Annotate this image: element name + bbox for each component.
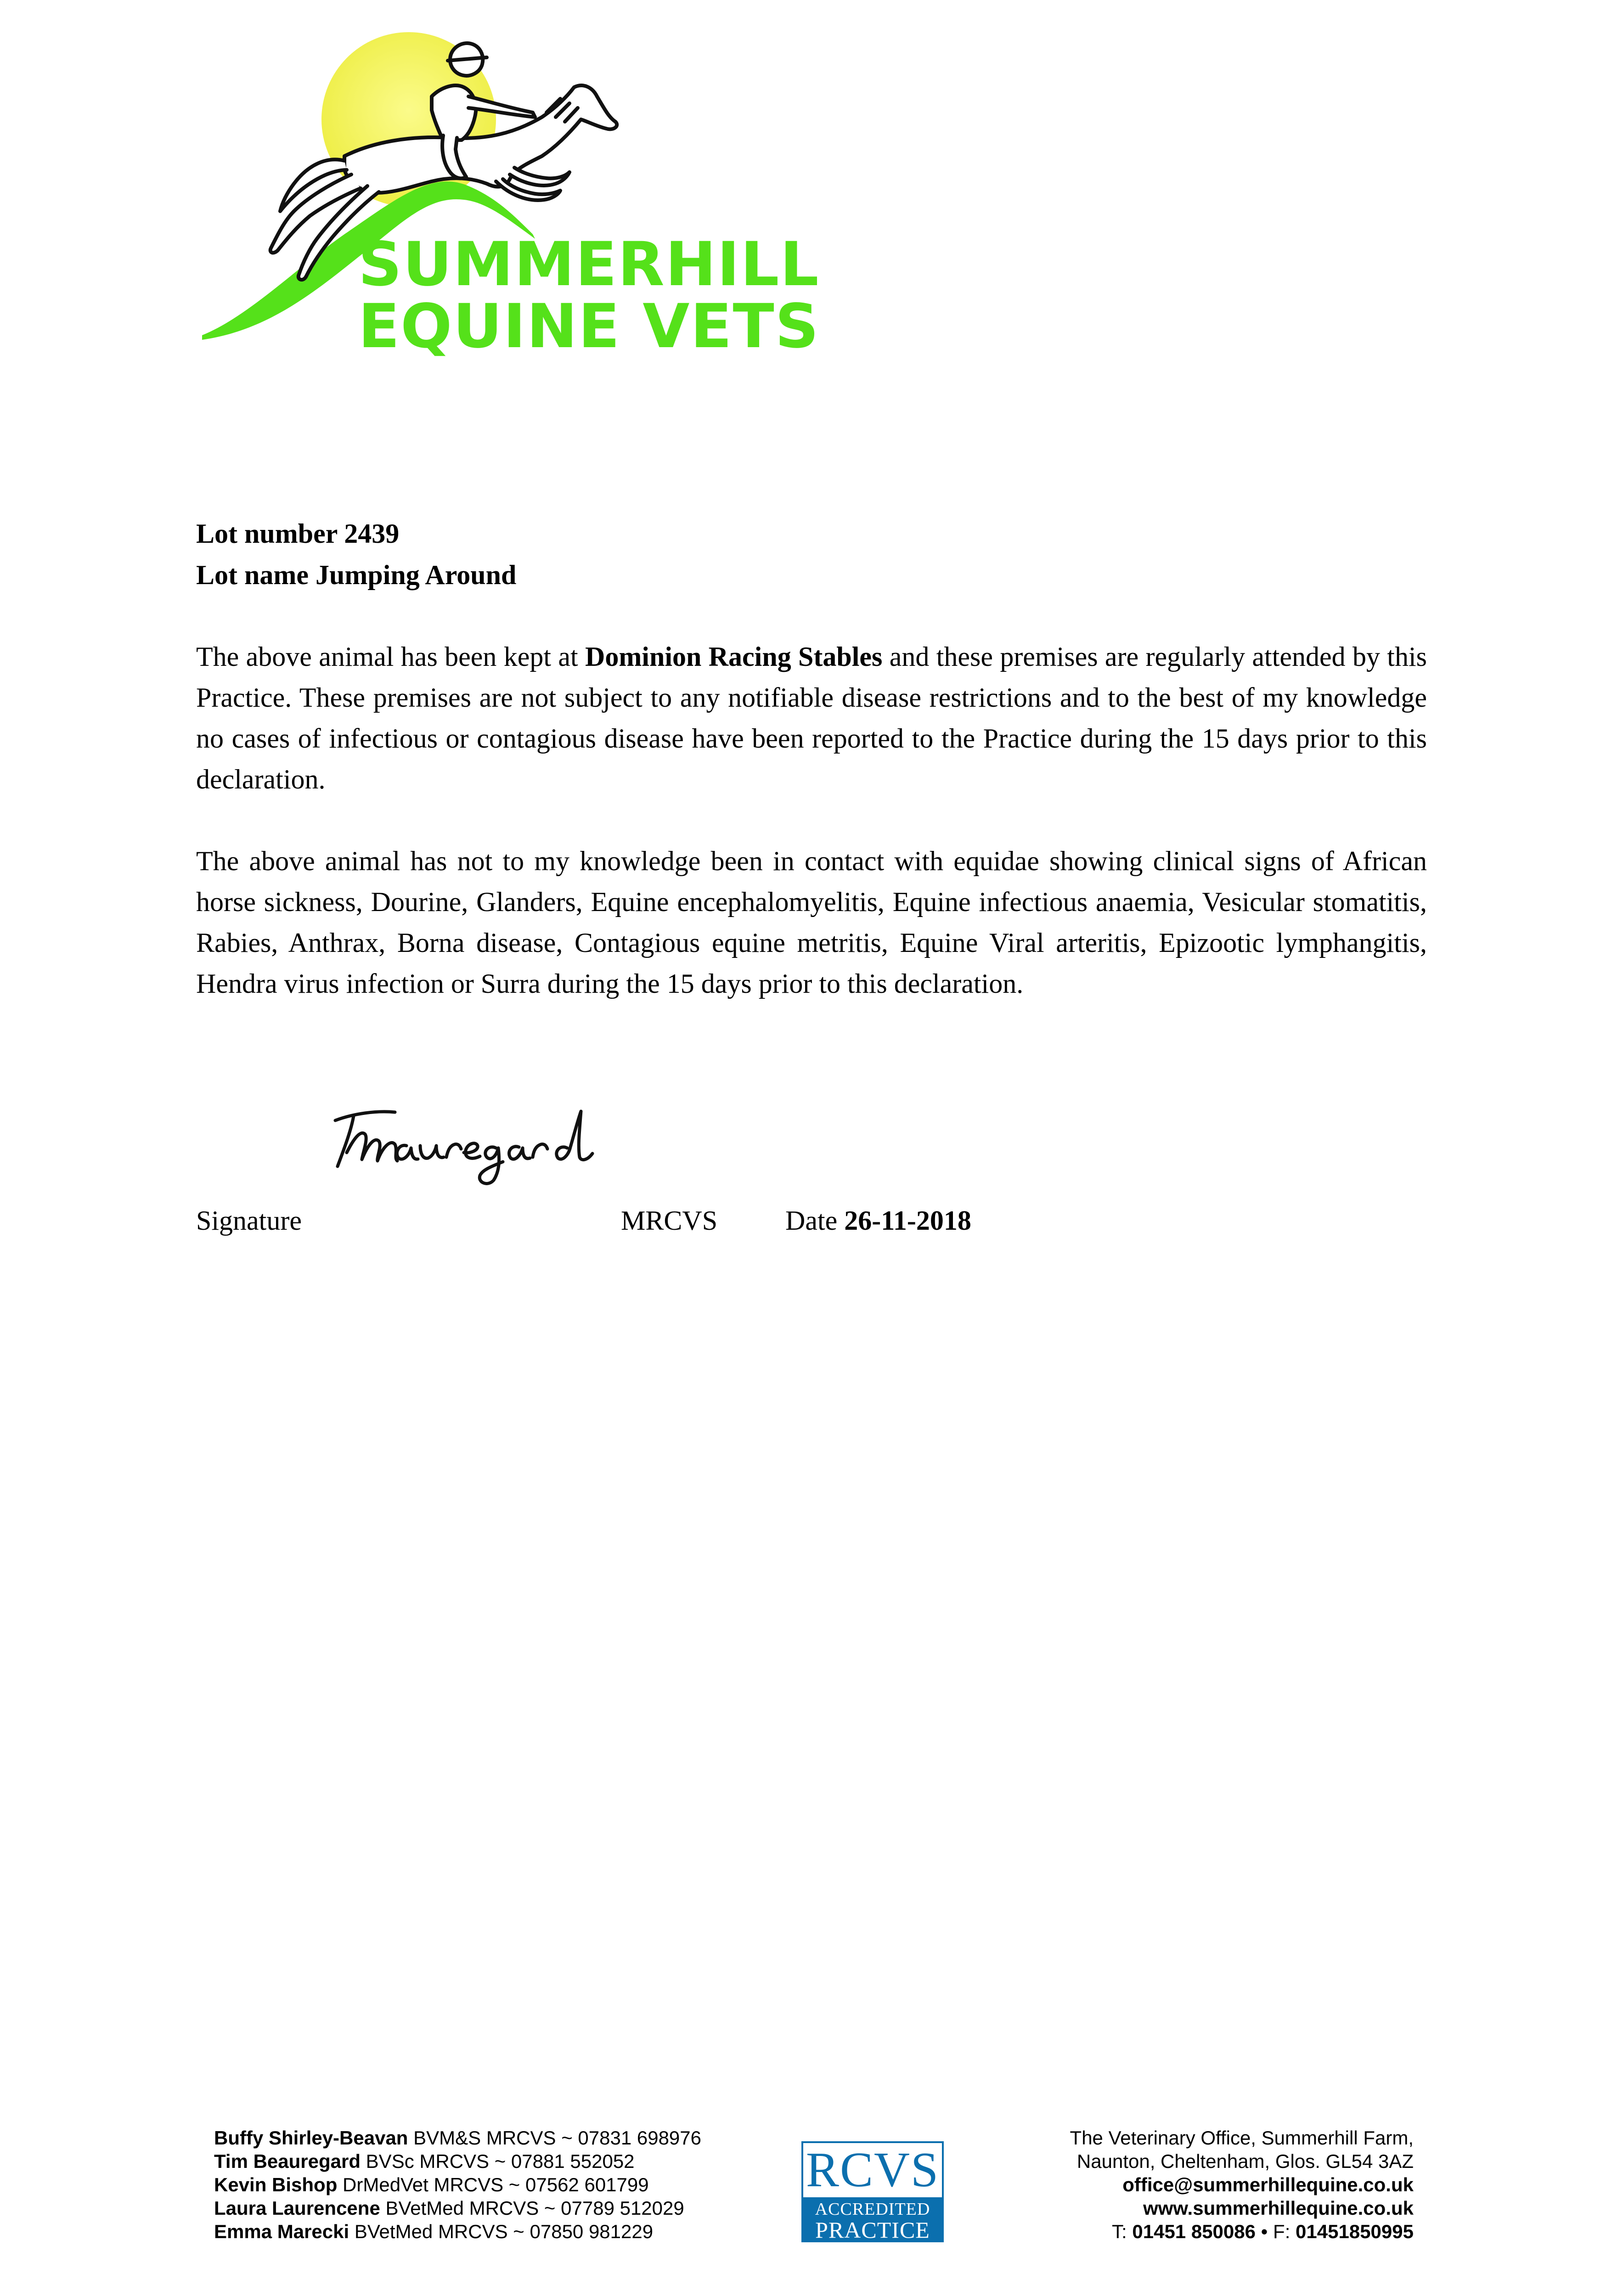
- vet-entry: [214, 2150, 701, 2173]
- signature-qualification: MRCVS: [621, 1205, 718, 1236]
- vet-entry: [214, 2220, 701, 2243]
- vet-details: BVM&S MRCVS ~ 07831 698976: [408, 2127, 701, 2149]
- vets-list: [214, 2126, 701, 2243]
- vet-details: DrMedVet MRCVS ~ 07562 601799: [337, 2174, 649, 2195]
- address-line-1: The Veterinary Office, Summerhill Farm,: [1070, 2127, 1414, 2149]
- vet-entry: [214, 2173, 701, 2196]
- vet-details: BVSc MRCVS ~ 07881 552052: [361, 2150, 635, 2172]
- practice-logo: [193, 18, 820, 362]
- email-address: office@summerhillequine.co.uk: [1122, 2174, 1414, 2195]
- handwritten-signature: [326, 1102, 611, 1189]
- phone-number: 01451 850086: [1132, 2221, 1256, 2242]
- lot-number: Lot number 2439: [196, 518, 400, 549]
- address-line-2: Naunton, Cheltenham, Glos. GL54 3AZ: [1076, 2150, 1414, 2172]
- declaration-paragraph-1: [196, 636, 1427, 800]
- rcvs-accredited-text: ACCREDITED: [815, 2200, 930, 2219]
- logo-wordmark-line1: SUMMERHILL: [358, 229, 820, 300]
- vet-entry: [214, 2196, 701, 2220]
- logo-wordmark-line2: EQUINE VETS: [358, 291, 820, 362]
- vet-details: BVetMed MRCVS ~ 07789 512029: [380, 2197, 684, 2219]
- vet-entry: [214, 2126, 701, 2150]
- practice-address: [1070, 2126, 1414, 2243]
- vet-name: Emma Marecki: [214, 2221, 349, 2242]
- paragraph-1-after: and these premises are regularly attended by this Practice. These premises are not subject to any notifiable disease restrictions and to the best of my knowledge no cases of infectious or contagious disease have been reported to the Practice during the 15 days prior to this declaration.: [196, 642, 1427, 794]
- signature-date: [785, 1207, 971, 1234]
- fax-separator: • F:: [1256, 2221, 1296, 2242]
- paragraph-1-before: The above animal has been kept at: [196, 642, 585, 672]
- rcvs-accredited-badge: [801, 2141, 944, 2242]
- vet-details: BVetMed MRCVS ~ 07850 981229: [349, 2221, 654, 2242]
- date-label: Date: [785, 1205, 845, 1236]
- website-address: www.summerhillequine.co.uk: [1143, 2197, 1414, 2219]
- vet-name: Laura Laurencene: [214, 2197, 380, 2219]
- fax-number: 01451850995: [1296, 2221, 1414, 2242]
- rcvs-mark: RCVS: [803, 2143, 942, 2197]
- vet-name: Buffy Shirley-Beavan: [214, 2127, 408, 2149]
- phone-prefix: T:: [1112, 2221, 1133, 2242]
- rcvs-practice-text: PRACTICE: [815, 2217, 930, 2243]
- vet-name: Tim Beauregard: [214, 2150, 361, 2172]
- premises-name: Dominion Racing Stables: [585, 642, 883, 672]
- vet-name: Kevin Bishop: [214, 2174, 338, 2195]
- declaration-paragraph-2: The above animal has not to my knowledge been in contact with equidae showing clinical signs of African horse sickness, Dourine, Glanders, Equine encephalomyelitis, Equine infectious anaemia, Vesicular stomatitis, Rabies, Anthrax, Borna disease, Contagious equine metritis, Equine Viral arteritis, Epizootic lymphangitis, Hendra virus infection or Surra during the 15 days prior to this declaration.: [196, 846, 1427, 999]
- signature-label: Signature: [196, 1205, 302, 1236]
- phone-fax-line: [1070, 2220, 1414, 2243]
- lot-name: Lot name Jumping Around: [196, 560, 517, 590]
- date-value: 26-11-2018: [844, 1205, 971, 1236]
